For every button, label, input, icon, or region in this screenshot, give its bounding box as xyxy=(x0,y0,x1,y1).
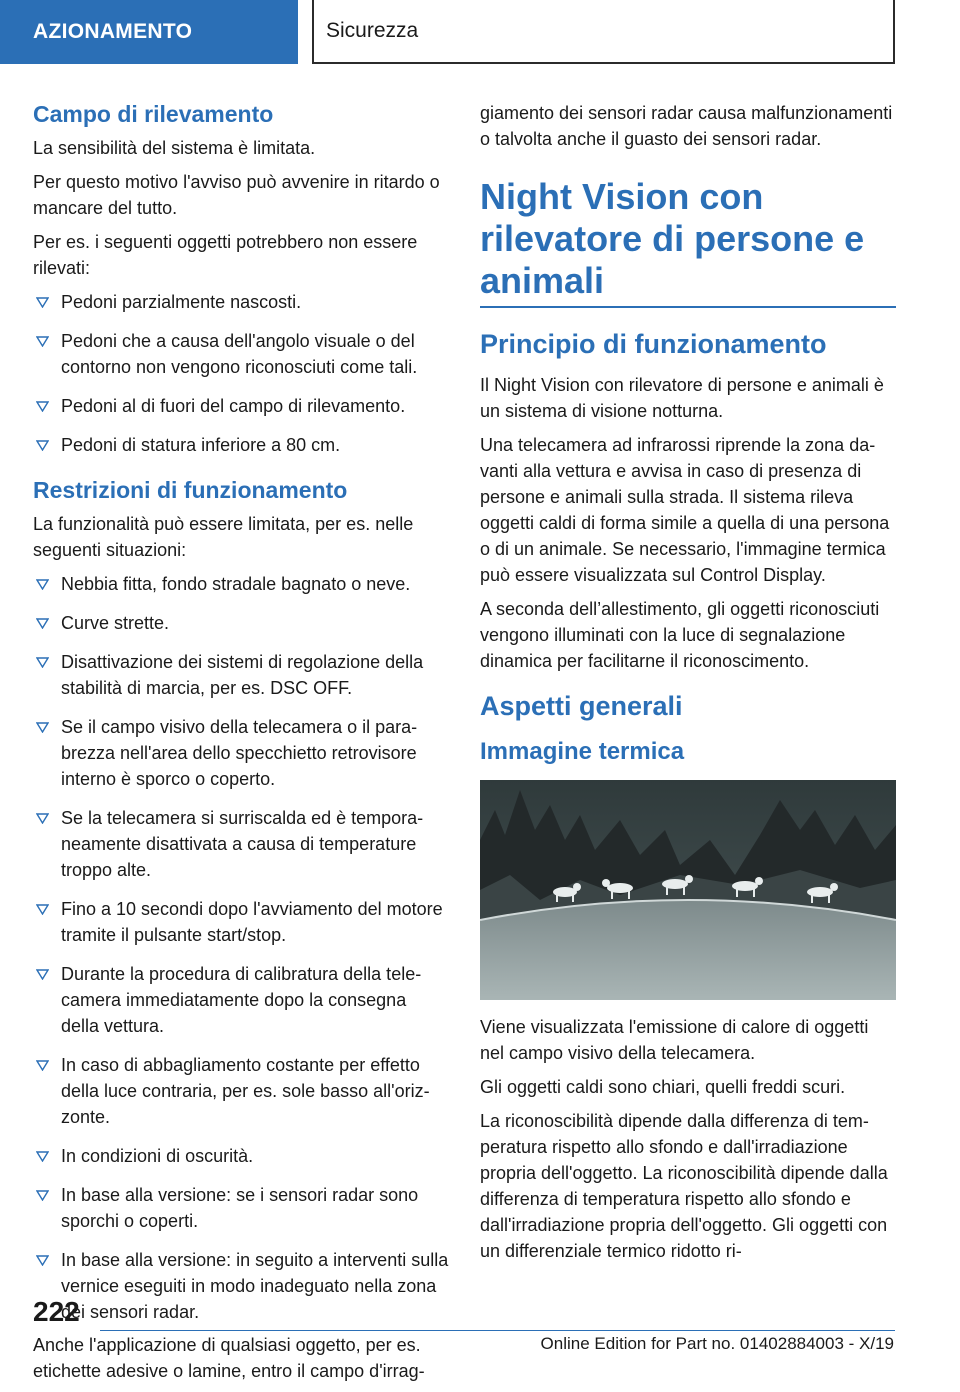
triangle-bullet-icon xyxy=(36,649,50,675)
bullet-item xyxy=(33,714,449,792)
bullet-item xyxy=(33,571,449,597)
footer-rule xyxy=(100,1330,895,1331)
thermal-image xyxy=(480,780,896,1000)
bullet-text: In base alla versione: se i sensori radar sono sporchi o coperti. xyxy=(61,1184,419,1231)
bullet-text: Pedoni di statura inferiore a 80 cm. xyxy=(61,434,341,455)
bullet-text: In condizioni di oscurità. xyxy=(61,1145,254,1166)
bullet-item xyxy=(33,896,449,948)
heading-aspetti-generali: Aspetti generali xyxy=(480,691,683,722)
paragraph: Per questo motivo l'avviso può avvenire in ritardo o mancare del tutto. xyxy=(33,171,440,218)
triangle-bullet-icon xyxy=(36,610,50,636)
right-column xyxy=(480,100,896,1272)
bullet-list-restrictions xyxy=(33,571,449,1325)
paragraph: Gli oggetti caldi sono chiari, quelli freddi scuri. xyxy=(480,1076,846,1097)
left-column xyxy=(33,100,449,1392)
bullet-item xyxy=(33,393,449,419)
heading-campo-rilevamento: Campo di rilevamento xyxy=(33,101,274,127)
bullet-item xyxy=(33,610,449,636)
heading-rule xyxy=(480,306,896,308)
paragraph: Il Night Vision con rilevatore di persone e animali è un sistema di visione notturna. xyxy=(480,375,884,422)
bullet-text: Pedoni parzialmente nascosti. xyxy=(61,291,302,312)
footer-edition: Online Edition for Part no. 01402884003 - X/19 xyxy=(540,1334,894,1353)
paragraph: La sensibilità del sistema è limitata. xyxy=(33,137,316,158)
heading-principio: Principio di funzionamento xyxy=(480,329,827,360)
page-number: 222 xyxy=(33,1296,80,1327)
paragraph: giamento dei sensori radar causa malfunzionamenti o talvolta anche il guasto dei sensori radar. xyxy=(480,103,893,149)
triangle-bullet-icon xyxy=(36,961,50,987)
triangle-bullet-icon xyxy=(36,1052,50,1078)
heading-restrizioni: Restrizioni di funzionamento xyxy=(33,476,348,503)
bullet-item xyxy=(33,1052,449,1130)
bullet-item xyxy=(33,961,449,1039)
triangle-bullet-icon xyxy=(36,328,50,354)
bullet-item xyxy=(33,328,449,380)
section-tab: AZIONAMENTO xyxy=(0,0,298,64)
bullet-item xyxy=(33,1143,449,1169)
triangle-bullet-icon xyxy=(36,714,50,740)
triangle-bullet-icon xyxy=(36,1182,50,1208)
bullet-item xyxy=(33,1182,449,1234)
subsection-tab: Sicurezza xyxy=(312,0,895,64)
bullet-text: Nebbia fitta, fondo stradale bagnato o neve. xyxy=(61,573,411,594)
paragraph: Per es. i seguenti oggetti potrebbero non essere rilevati: xyxy=(33,231,418,278)
bullet-item xyxy=(33,1247,449,1325)
bullet-text: Durante la procedura di calibratura della telecamera immediatamente dopo la consegna della vettura. xyxy=(61,963,422,1036)
paragraph: Viene visualizzata l'emissione di calore di oggetti nel campo visivo della telecamera. xyxy=(480,1016,869,1063)
heading-night-vision: Night Vision con rilevatore di persone e animali xyxy=(480,176,865,302)
bullet-text: Pedoni al di fuori del campo di rilevamento. xyxy=(61,395,406,416)
paragraph: La riconoscibilità dipende dalla differenza di temperatura rispetto allo sfondo e dall'irradiazione propria dell'oggetto. La riconoscibilità dipende dalla differenza di temperatura rispetto allo sfondo e dall'irradiazione propria dell'oggetto. Gli oggetti con un differenziale termico ridotto ri- xyxy=(480,1110,888,1261)
bullet-text: Se la telecamera si surriscalda ed è temporaneamente disattivata a causa di temperature troppo alte. xyxy=(61,807,424,880)
paragraph: Anche l'applicazione di qualsiasi oggetto, per es. etichette adesive o lamine, entro il campo d'irrag- xyxy=(33,1334,425,1381)
bullet-item xyxy=(33,649,449,701)
paragraph: La funzionalità può essere limitata, per es. nelle seguenti situazioni: xyxy=(33,513,414,560)
triangle-bullet-icon xyxy=(36,1247,50,1273)
triangle-bullet-icon xyxy=(36,393,50,419)
triangle-bullet-icon xyxy=(36,896,50,922)
bullet-text: In base alla versione: in seguito a interventi sulla vernice eseguiti in modo inadeguato nella zona dei sensori radar. xyxy=(61,1249,449,1322)
triangle-bullet-icon xyxy=(36,289,50,315)
triangle-bullet-icon xyxy=(36,432,50,458)
bullet-text: Disattivazione dei sistemi di regolazione della stabilità di marcia, per es. DSC OFF. xyxy=(61,651,424,698)
bullet-list-undetected xyxy=(33,289,449,458)
triangle-bullet-icon xyxy=(36,1143,50,1169)
triangle-bullet-icon xyxy=(36,805,50,831)
bullet-text: Pedoni che a causa dell'angolo visuale o del contorno non vengono riconosciuti come tali. xyxy=(61,330,418,377)
bullet-text: Fino a 10 secondi dopo l'avviamento del motore tramite il pulsante start/stop. xyxy=(61,898,443,945)
bullet-item xyxy=(33,432,449,458)
heading-immagine-termica: Immagine termica xyxy=(480,737,685,765)
bullet-item xyxy=(33,289,449,315)
bullet-text: Curve strette. xyxy=(61,612,170,633)
paragraph: Una telecamera ad infrarossi riprende la zona davanti alla vettura e avvisa in caso di presenza di persone e animali sulla strada. Il sistema rileva oggetti caldi di forma simile a quella di una persona o di un animale. Se necessario, l'immagine termica può essere visualizzata sul Control Display. xyxy=(480,435,890,586)
paragraph: A seconda dell’allestimento, gli oggetti riconosciuti vengono illuminati con la luce di segnalazione dinamica per facilitarne il riconoscimento. xyxy=(480,599,880,672)
triangle-bullet-icon xyxy=(36,571,50,597)
bullet-text: In caso di abbagliamento costante per effetto della luce contraria, per es. sole basso all'orizzonte. xyxy=(61,1054,430,1127)
bullet-item xyxy=(33,805,449,883)
bullet-text: Se il campo visivo della telecamera o il parabrezza nell'area dello specchietto retrovisore interno è sporco o coperto. xyxy=(61,716,418,789)
